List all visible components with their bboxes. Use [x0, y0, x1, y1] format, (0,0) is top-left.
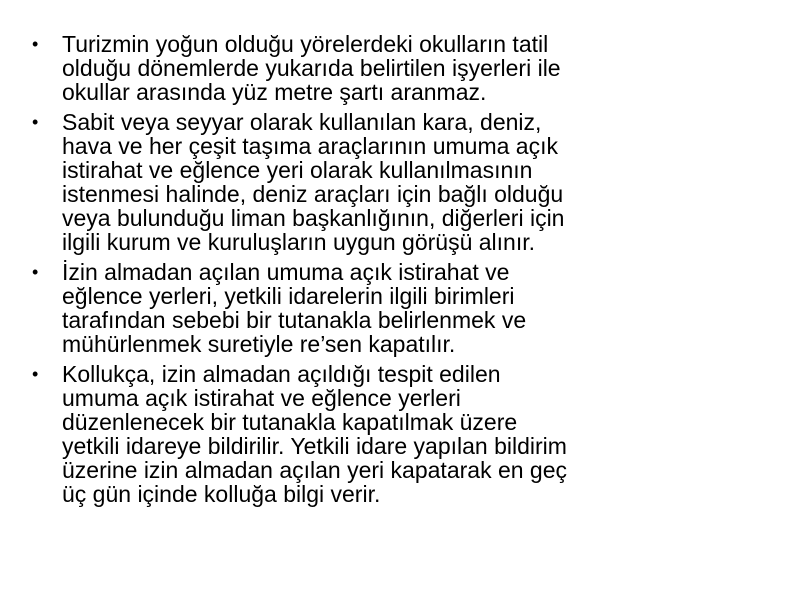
bullet-text-line: Kollukça, izin almadan açıldığı tespit edilen [62, 361, 501, 387]
bullet-icon: • [32, 262, 39, 282]
bullet-text-line: yetkili idareye bildirilir. Yetkili idare yapılan bildirim [62, 433, 567, 459]
bullet-text-line: eğlence yerleri, yetkili idarelerin ilgili birimleri [62, 283, 515, 309]
bullet-text-line: mühürlenmek suretiyle re’sen kapatılır. [62, 331, 456, 357]
bullet-text-line: okullar arasında yüz metre şartı aranmaz. [62, 79, 487, 105]
bullet-item [32, 362, 672, 506]
bullet-text-line: üzerine izin almadan açılan yeri kapatarak en geç [62, 457, 568, 483]
bullet-text-line: hava ve her çeşit taşıma araçlarının umuma açık [62, 133, 558, 159]
bullet-text-line: düzenlenecek bir tutanakla kapatılmak üzere [62, 409, 518, 435]
bullet-text-line: veya bulunduğu liman başkanlığının, diğerleri için [62, 205, 565, 231]
bullet-item [32, 32, 672, 104]
bullet-icon: • [32, 112, 39, 132]
bullet-text-line: istirahat ve eğlence yeri olarak kullanılmasının [62, 157, 533, 183]
bullet-text-line: umuma açık istirahat ve eğlence yerleri [62, 385, 461, 411]
bullet-text-line: üç gün içinde kolluğa bilgi verir. [62, 481, 381, 507]
bullet-text-line: tarafından sebebi bir tutanakla belirlenmek ve [62, 307, 527, 333]
bullet-text-line: Turizmin yoğun olduğu yörelerdeki okulların tatil [62, 31, 549, 57]
bullet-item [32, 110, 672, 254]
bullet-item [32, 260, 672, 356]
bullet-text-line: İzin almadan açılan umuma açık istirahat ve [62, 259, 510, 285]
bullet-list [32, 32, 672, 512]
bullet-icon: • [32, 364, 39, 384]
bullet-text-line: olduğu dönemlerde yukarıda belirtilen işyerleri ile [62, 55, 561, 81]
bullet-text-line: Sabit veya seyyar olarak kullanılan kara, deniz, [62, 109, 542, 135]
bullet-text-line: ilgili kurum ve kuruluşların uygun görüşü alınır. [62, 229, 536, 255]
bullet-text-line: istenmesi halinde, deniz araçları için bağlı olduğu [62, 181, 564, 207]
bullet-icon: • [32, 34, 39, 54]
